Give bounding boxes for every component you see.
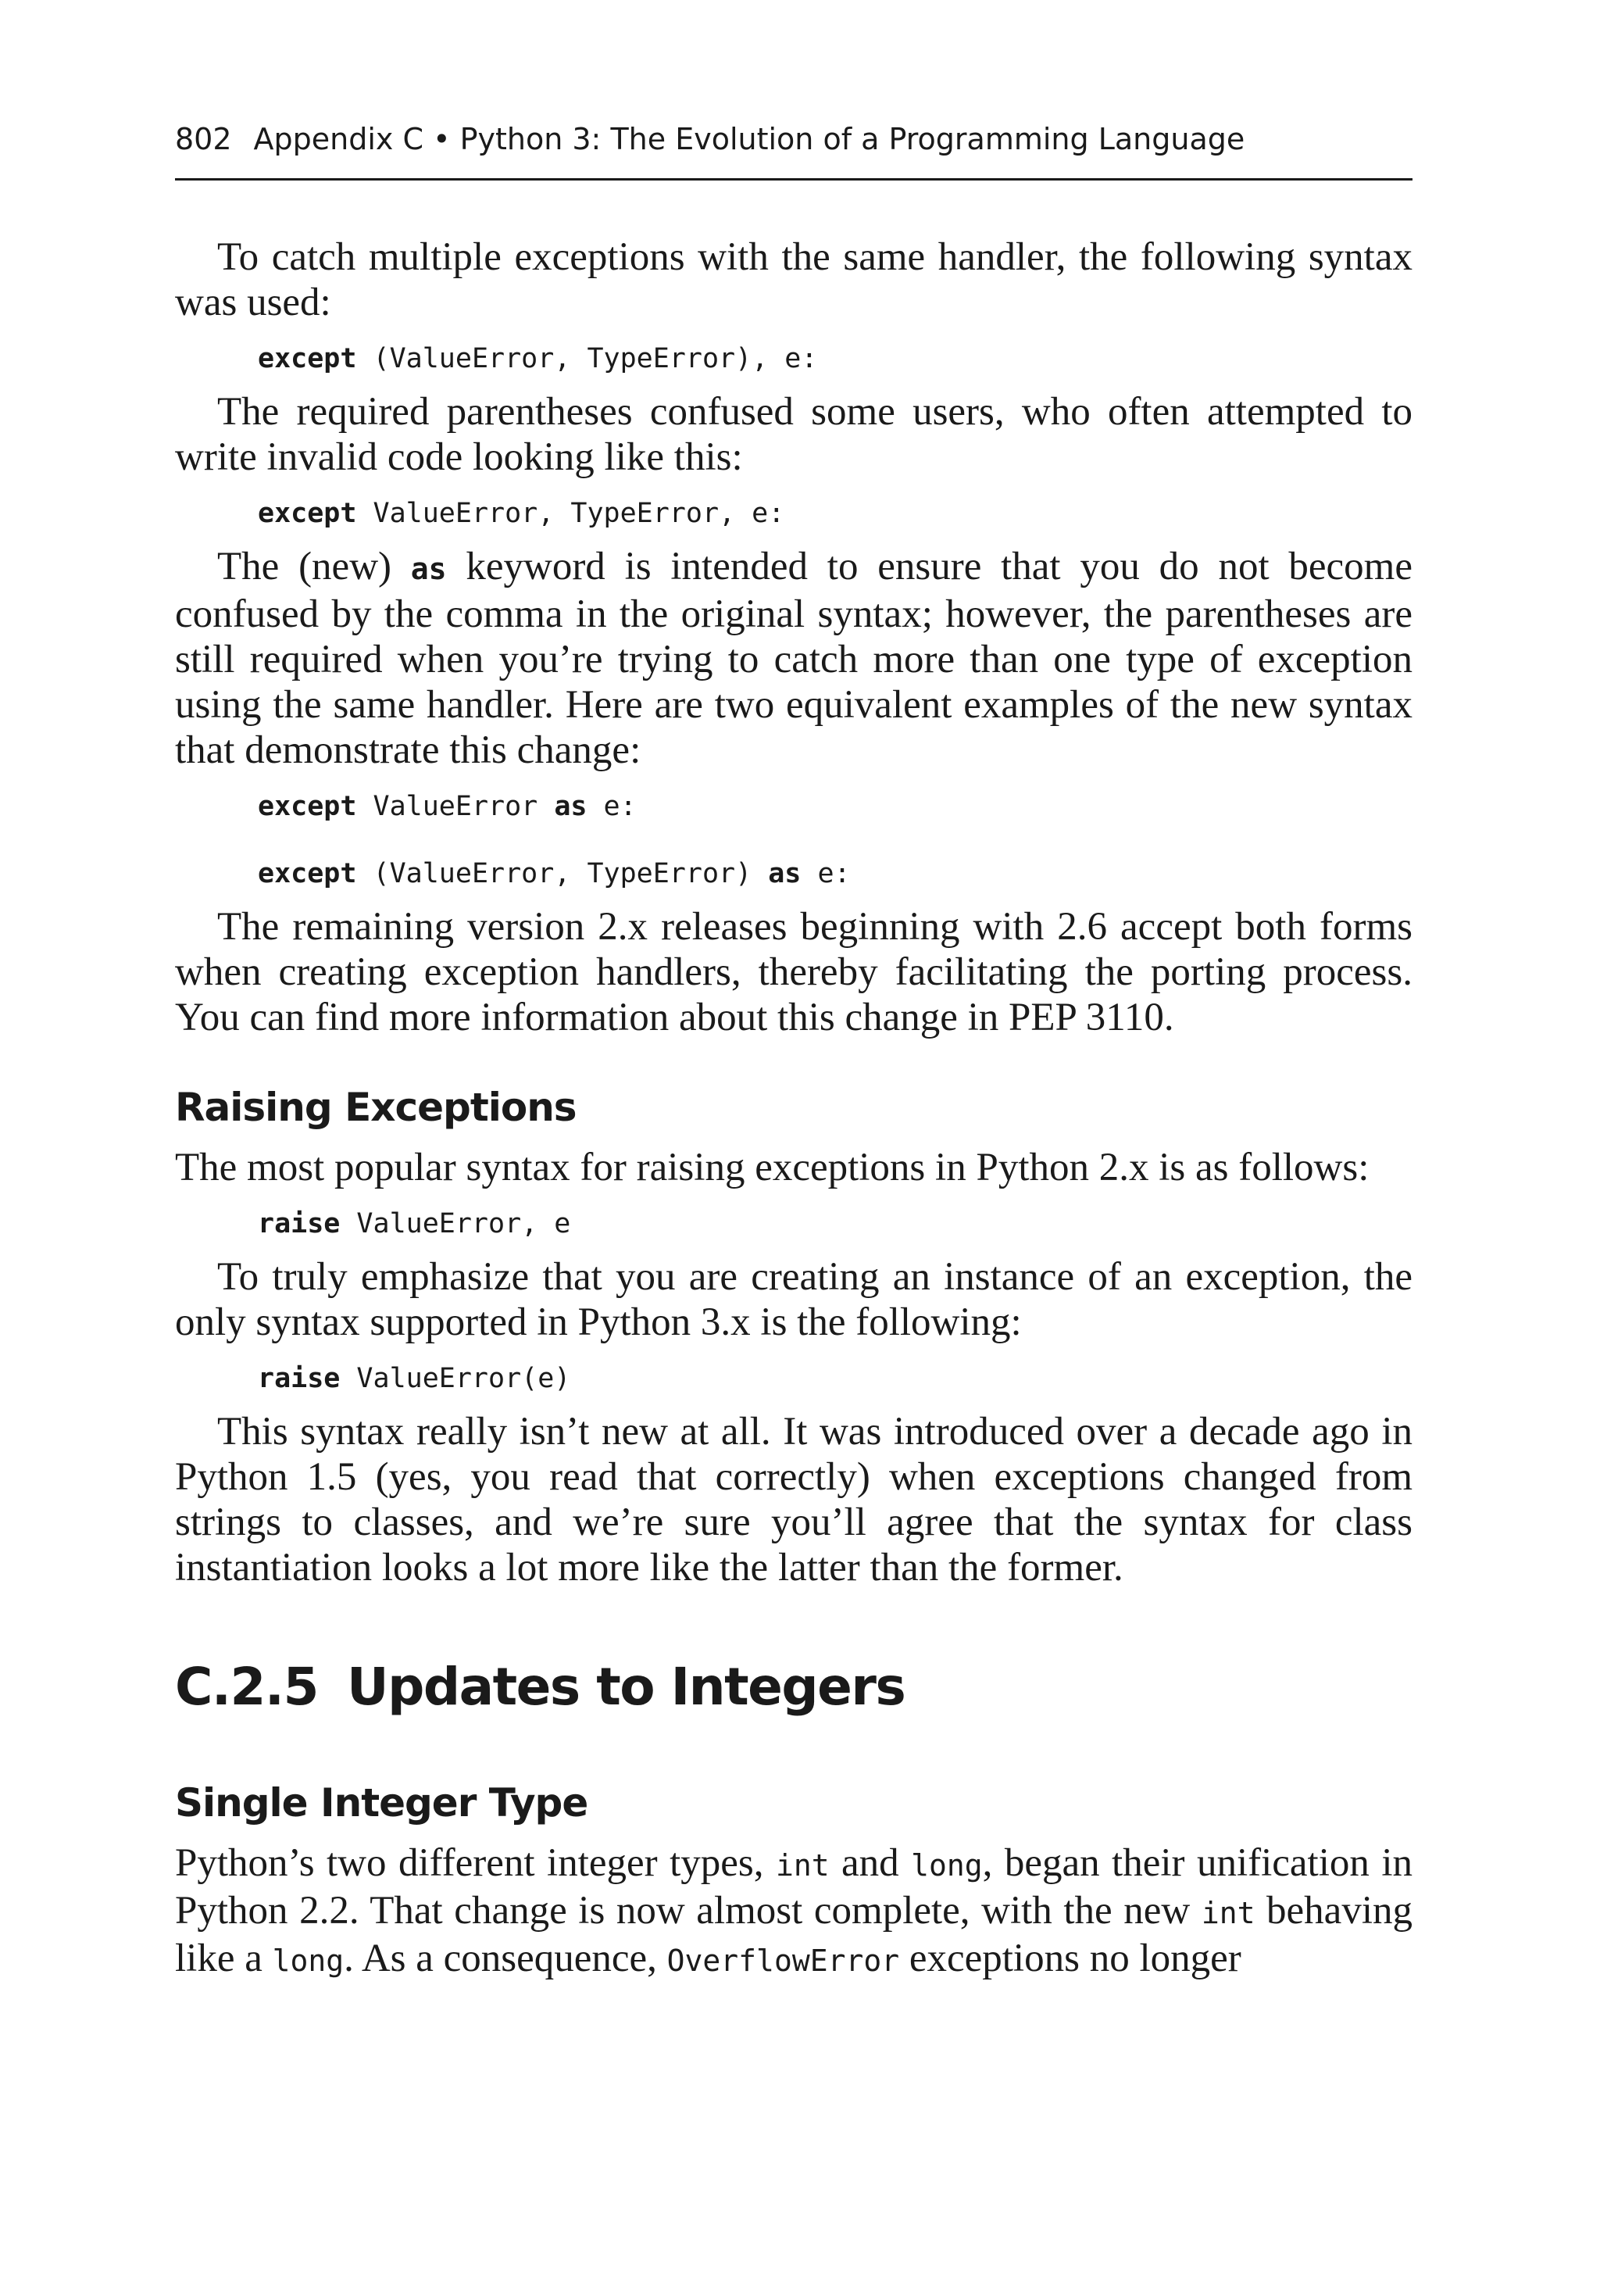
code-keyword: as (768, 858, 802, 889)
inline-code-as: as (410, 552, 447, 586)
section-heading-integers (175, 1656, 1412, 1718)
code-except-tuple-as (258, 851, 1412, 896)
inline-code-long: long (911, 1848, 983, 1883)
paragraph-pep-3110: The remaining version 2.x releases beginning with 2.6 accept both forms when creating exception handlers, thereby facilitating the porting process. You can find more information about this change in PEP 3110. (175, 905, 1412, 1039)
code-keyword: except (258, 343, 357, 374)
code-keyword: except (258, 858, 357, 889)
text-run: behaving like a (175, 1889, 1412, 1980)
code-old-except-tuple (258, 336, 1412, 381)
section-title: Updates to Integers (347, 1657, 905, 1717)
code-text: (ValueError, TypeError), e: (356, 343, 818, 374)
code-invalid-except (258, 491, 1412, 536)
inline-code-int: int (1201, 1896, 1255, 1930)
paragraph-raise-syntax: The most popular syntax for raising exceptions in Python 2.x is as follows: (175, 1146, 1370, 1189)
text-run: . As a consequence, (344, 1937, 667, 1980)
code-text: e: (801, 858, 851, 889)
code-keyword: raise (258, 1363, 341, 1394)
code-keyword: as (554, 791, 588, 822)
code-text: e: (587, 791, 637, 822)
heading-raising-exceptions: Raising Exceptions (175, 1085, 577, 1130)
paragraph-parentheses-confused: The required parentheses confused some users, who often attempted to write invalid code looking like this: (175, 390, 1412, 479)
inline-code-overflowerror: OverflowError (666, 1944, 900, 1978)
header-rule (175, 178, 1412, 181)
page-body (175, 234, 1412, 1983)
paragraph-multiple-exceptions: To catch multiple exceptions with the same handler, the following syntax was used: (175, 235, 1412, 324)
code-text: ValueError(e) (340, 1363, 571, 1394)
text-run: Python’s two different integer types, (175, 1841, 776, 1885)
code-raise-old (258, 1201, 1412, 1246)
running-title: Appendix C • Python 3: The Evolution of a Programming Language (253, 122, 1245, 156)
page-number: 802 (175, 122, 232, 156)
paragraph-syntax-history: This syntax really isn’t new at all. It was introduced over a decade ago in Python 1.5 (yes, you read that correctly) when exceptions changed from strings to classes, and we’re sure you’ll agree that the syntax for class instantiation looks a lot more like the latter than the former. (175, 1410, 1412, 1590)
text-run: exceptions no longer (899, 1937, 1241, 1980)
text-run: and (829, 1841, 912, 1885)
code-except-as (258, 784, 1412, 829)
text-run: , began their unification in Python 2.2. That change is now almost complete, with the new (175, 1841, 1412, 1933)
inline-code-int: int (775, 1848, 830, 1883)
section-number: C.2.5 (175, 1657, 318, 1717)
code-text: ValueError, TypeError, e: (356, 498, 785, 529)
text-run: The (new) (217, 545, 411, 588)
code-keyword: raise (258, 1208, 341, 1239)
heading-single-integer-type: Single Integer Type (175, 1780, 588, 1826)
code-raise-new (258, 1356, 1412, 1401)
paragraph-raise-instance: To truly emphasize that you are creating an instance of an exception, the only syntax supported in Python 3.x is the following: (175, 1255, 1412, 1344)
code-text: ValueError, e (340, 1208, 571, 1239)
text-run: keyword is intended to ensure that you do not become confused by the comma in the original syntax; however, the parentheses are still required when you’re trying to catch more than one type of exception using the same handler. Here are two equivalent examples of the new syntax that demonstrate this change: (175, 545, 1412, 772)
code-text: (ValueError, TypeError) (356, 858, 769, 889)
inline-code-long: long (272, 1944, 345, 1978)
code-keyword: except (258, 791, 357, 822)
running-header (175, 122, 1412, 156)
paragraph-integer-unification (175, 1840, 1412, 1983)
code-keyword: except (258, 498, 357, 529)
paragraph-as-keyword (175, 544, 1412, 773)
code-text: ValueError (356, 791, 555, 822)
